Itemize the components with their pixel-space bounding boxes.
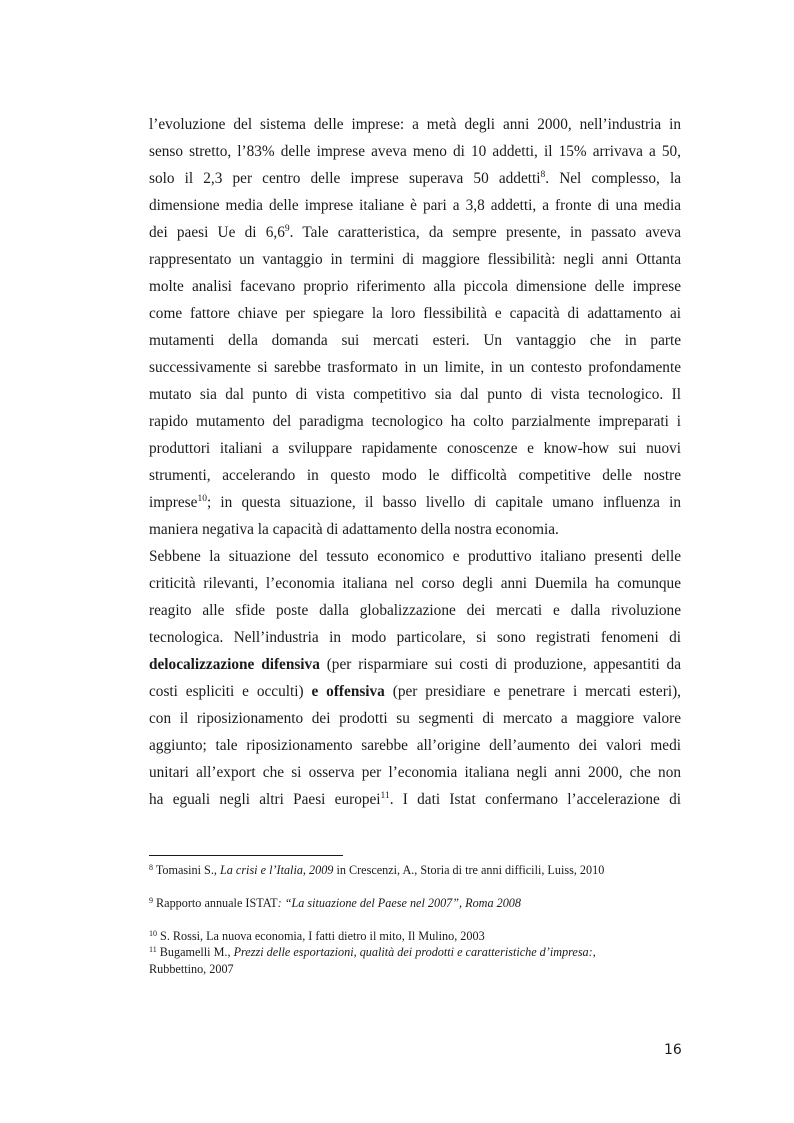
body-line: imprese$^{10}$; in questa situazione, il basso livello di capitale umano influenza in [149,494,681,511]
body-line: molte analisi facevano proprio riferimento alla piccola dimensione delle imprese [149,278,681,295]
bold-term: delocalizzazione difensiva [149,656,320,673]
footnote-9: $^9$ Rapporto annuale ISTAT: “La situazione del Paese nel 2007”, Roma 2008 [149,896,521,910]
body-line: costi espliciti e occulti) e offensiva (per presidiare e penetrare i mercati esteri), [149,683,681,700]
body-line: Sebbene la situazione del tessuto economico e produttivo italiano presenti delle [149,548,681,565]
body-line: strumenti, accelerando in questo modo le difficoltà competitive delle nostre [149,467,681,484]
body-line: dei paesi Ue di $6,6^9$. Tale caratteristica, da sempre presente, in passato aveva [149,224,681,241]
body-line: aggiunto; tale riposizionamento sarebbe all’origine dell’aumento dei valori medi [149,737,681,754]
body-line: mutato sia dal punto di vista competitivo sia dal punto di vista tecnologico. Il [149,386,681,403]
body-line: ha eguali negli altri Paesi europei$^{11}$. I dati Istat confermano l’accelerazione di [149,791,682,808]
body-line: delocalizzazione difensiva (per risparmiare sui costi di produzione, appesantiti da [149,656,681,673]
footnote-11: $^{11}$ Bugamelli M., Prezzi delle esportazioni, qualità dei prodotti e caratteristiche d’impresa:, [149,945,596,959]
body-line: solo il 2,3 per centro delle imprese superava 50 addetti$^8$. Nel complesso, la [149,170,681,187]
body-line: unitari all’export che si osserva per l’economia italiana negli anni 2000, che non [149,764,681,781]
body-line: l’evoluzione del sistema delle imprese: a metà degli anni 2000, nell’industria in [149,116,681,133]
body-line: rappresentato un vantaggio in termini di maggiore flessibilità: negli anni Ottanta [149,251,681,268]
body-line: produttori italiani a sviluppare rapidamente conoscenze e know-how sui nuovi [149,440,681,457]
body-line: come fattore chiave per spiegare la loro flessibilità e capacità di adattamento ai [149,305,681,322]
body-line: maniera negativa la capacità di adattamento della nostra economia. [149,521,559,538]
body-line: con il riposizionamento dei prodotti su segmenti di mercato a maggiore valore [149,710,681,727]
footnote-ref: 8 [540,170,546,180]
body-line: dimensione media delle imprese italiane è pari a 3,8 addetti, a fronte di una media [149,197,681,214]
footnote-ref: 11 [380,791,390,801]
footnote-ref: 10 [197,494,207,504]
footnote-ref: 9 [284,224,290,234]
page-number: 16 [664,1042,682,1058]
body-line: criticità rilevanti, l’economia italiana nel corso degli anni Duemila ha comunque [149,575,681,592]
body-line: reagito alle sfide poste dalla globalizzazione dei mercati e dalla rivoluzione [149,602,681,619]
bold-term: e offensiva [311,683,385,700]
body-line: successivamente si sarebbe trasformato in un limite, in un contesto profondamente [149,359,681,376]
body-line: rapido mutamento del paradigma tecnologico ha colto parzialmente impreparati i [149,413,681,430]
footnote-8: $^8$ Tomasini S., La crisi e l’Italia, 2009 in Crescenzi, A., Storia di tre anni difficili, Luiss, 2010 [149,863,605,877]
body-line: mutamenti della domanda sui mercati esteri. Un vantaggio che in parte [149,332,681,349]
footnote-separator [149,855,343,856]
body-line: senso stretto, l’83% delle imprese aveva meno di 10 addetti, il 15% arrivava a 50, [149,143,681,160]
footnote-11-continuation: Rubbettino, 2007 [149,962,234,976]
body-line: tecnologica. Nell’industria in modo particolare, si sono registrati fenomeni di [149,629,681,646]
footnote-10: $^{10}$ S. Rossi, La nuova economia, I fatti dietro il mito, Il Mulino, 2003 [149,929,485,943]
